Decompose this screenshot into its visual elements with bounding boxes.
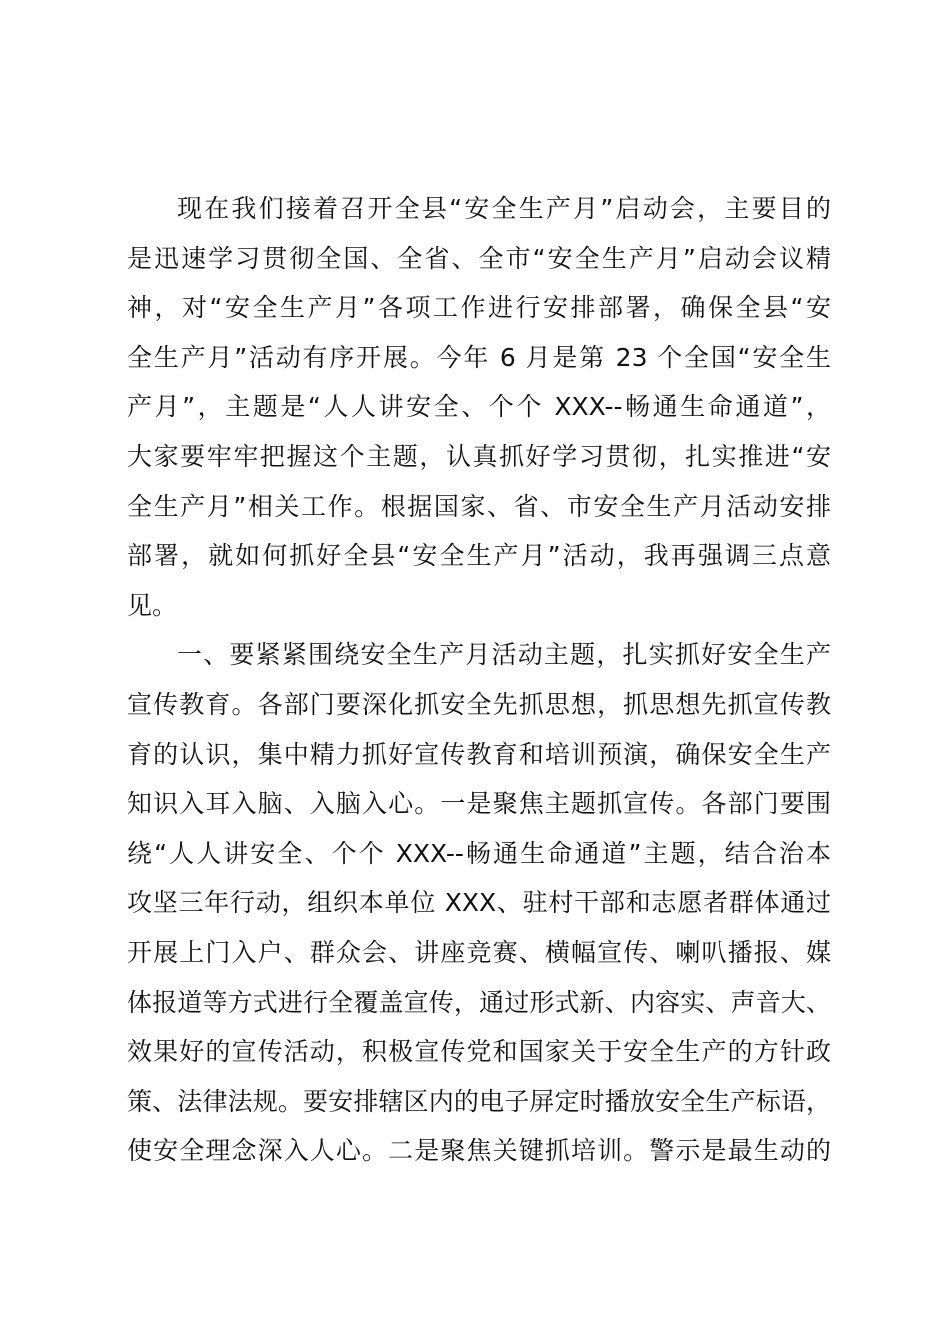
text-line: 见。 [127, 590, 178, 620]
text-line: 知识入耳入脑、入脑入心。一是聚焦主题抓宣传。各部门要围 [127, 789, 831, 819]
text-line: 攻坚三年行动，组织本单位 XXX、驻村干部和志愿者群体通过 [127, 888, 831, 918]
document-body [127, 184, 831, 1176]
paragraph-intro [127, 184, 831, 630]
section-text-start: 各部门要深化抓安全先抓思想，抓思想先抓宣传教 [257, 689, 831, 719]
section-heading-line: 一、要紧紧围绕安全生产月活动主题，扎实抓好安全生产 [177, 640, 831, 670]
text-line: 策、法律法规。要安排辖区内的电子屏定时播放安全生产标语， [127, 1086, 831, 1116]
text-line: 使安全理念深入人心。二是聚焦关键抓培训。警示是最生动的 [127, 1136, 831, 1166]
text-line: 大家要牢牢把握这个主题，认真抓好学习贯彻，扎实推进“安 [127, 441, 831, 471]
text-line: 部署，就如何抓好全县“安全生产月”活动，我再强调三点意 [127, 541, 831, 571]
text-line: 全生产月”活动有序开展。今年 6 月是第 23 个全国“安全生 [127, 342, 831, 372]
text-line: 绕“人人讲安全、个个 XXX--畅通生命通道”主题，结合治本 [127, 838, 831, 868]
text-line: 产月”，主题是“人人讲安全、个个 XXX--畅通生命通道”， [127, 392, 831, 422]
text-line: 是迅速学习贯彻全国、全省、全市“安全生产月”启动会议精 [127, 243, 831, 273]
text-line: 全生产月”相关工作。根据国家、省、市安全生产月活动安排 [127, 491, 831, 521]
text-line: 效果好的宣传活动，积极宣传党和国家关于安全生产的方针政 [127, 1037, 831, 1067]
text-line: 育的认识，集中精力抓好宣传教育和培训预演，确保安全生产 [127, 739, 831, 769]
text-line: 开展上门入户、群众会、讲座竞赛、横幅宣传、喇叭播报、媒 [127, 937, 831, 967]
text-line: 现在我们接着召开全县“安全生产月”启动会，主要目的 [177, 194, 831, 223]
text-line [127, 680, 831, 730]
text-line: 神，对“安全生产月”各项工作进行安排部署，确保全县“安 [127, 293, 831, 323]
paragraph-section-one [127, 630, 831, 1176]
section-heading-end: 宣传教育。 [127, 689, 258, 719]
text-line: 体报道等方式进行全覆盖宣传，通过形式新、内容实、声音大、 [127, 987, 831, 1017]
